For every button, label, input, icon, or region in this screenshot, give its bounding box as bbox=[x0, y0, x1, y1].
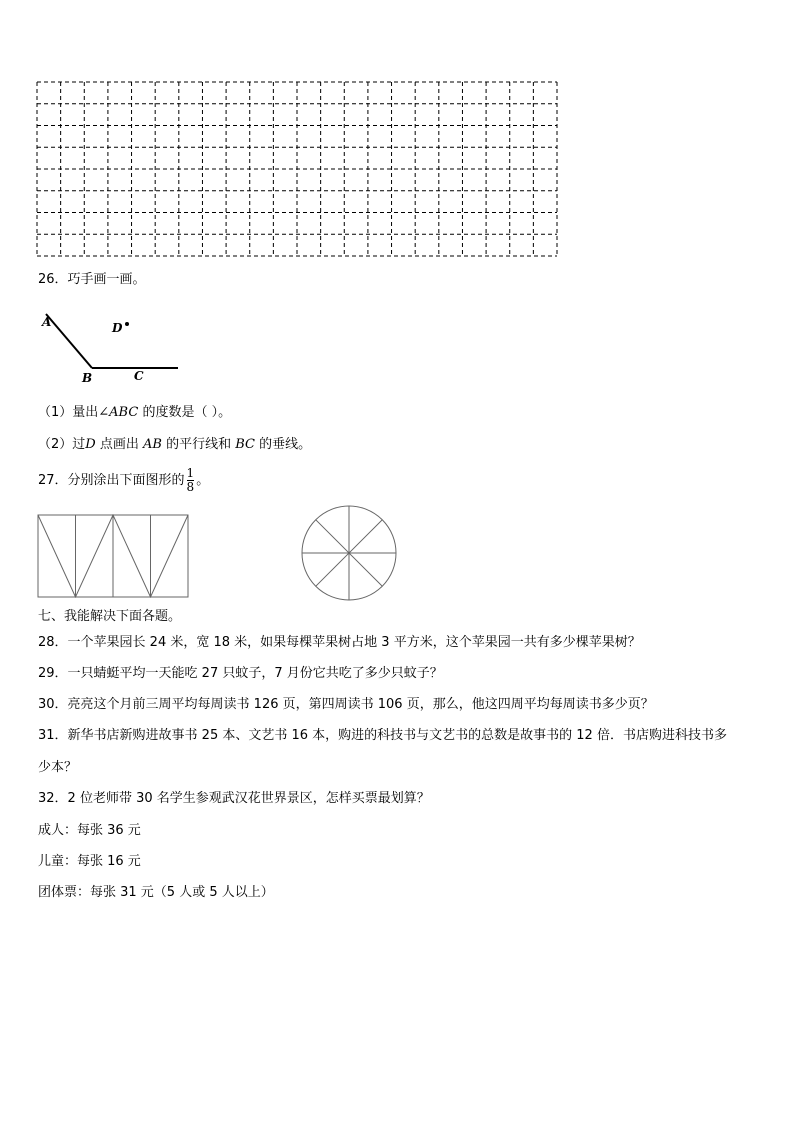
label-d: D bbox=[112, 321, 123, 335]
price-adult: 成人：每张 36 元 bbox=[38, 823, 141, 838]
rectangle-eighths-figure bbox=[37, 514, 189, 598]
price-child: 儿童：每张 16 元 bbox=[38, 854, 141, 869]
fraction-one-eighth: $\frac{1}{8}$ bbox=[186, 466, 195, 494]
question-30: 30．亮亮这个月前三周平均每周读书 126 页，第四周读书 106 页，那么，他这四周平均每周读书多少页？ bbox=[38, 697, 654, 712]
question-31-line-2: 少本？ bbox=[38, 760, 78, 775]
point-d bbox=[125, 322, 129, 326]
answer-grid bbox=[36, 81, 558, 257]
ray-ba bbox=[46, 314, 92, 368]
label-c: C bbox=[134, 369, 144, 383]
question-27: 27．分别涂出下面图形的 $\frac{1}{8}$ 。 bbox=[38, 466, 210, 494]
section-7-heading: 七、我能解决下面各题。 bbox=[38, 609, 182, 624]
question-32: 32．2 位老师带 30 名学生参观武汉花世界景区，怎样买票最划算？ bbox=[38, 791, 430, 806]
question-29: 29．一只蜻蜓平均一天能吃 27 只蚊子，7 月份它共吃了多少只蚊子？ bbox=[38, 666, 443, 681]
question-28: 28．一个苹果园长 24 米，宽 18 米，如果每棵苹果树占地 3 平方米，这个苹果园一共有多少棵苹果树？ bbox=[38, 635, 641, 650]
question-26-part-1: （1）量出∠ABC 的度数是（ ）。 bbox=[38, 405, 232, 420]
question-26-title: 26．巧手画一画。 bbox=[38, 272, 146, 287]
circle-eighths-figure bbox=[300, 504, 398, 602]
question-26-part-2: （2）过D 点画出 AB 的平行线和 BC 的垂线。 bbox=[38, 437, 312, 452]
label-a: A bbox=[42, 315, 52, 329]
price-group: 团体票：每张 31 元（5 人或 5 人以上） bbox=[38, 885, 274, 900]
label-b: B bbox=[82, 371, 93, 385]
angle-figure bbox=[38, 308, 188, 388]
question-31-line-1: 31．新华书店新购进故事书 25 本、文艺书 16 本，购进的科技书与文艺书的总数是故事书的 12 倍．书店购进科技书多 bbox=[38, 728, 727, 743]
